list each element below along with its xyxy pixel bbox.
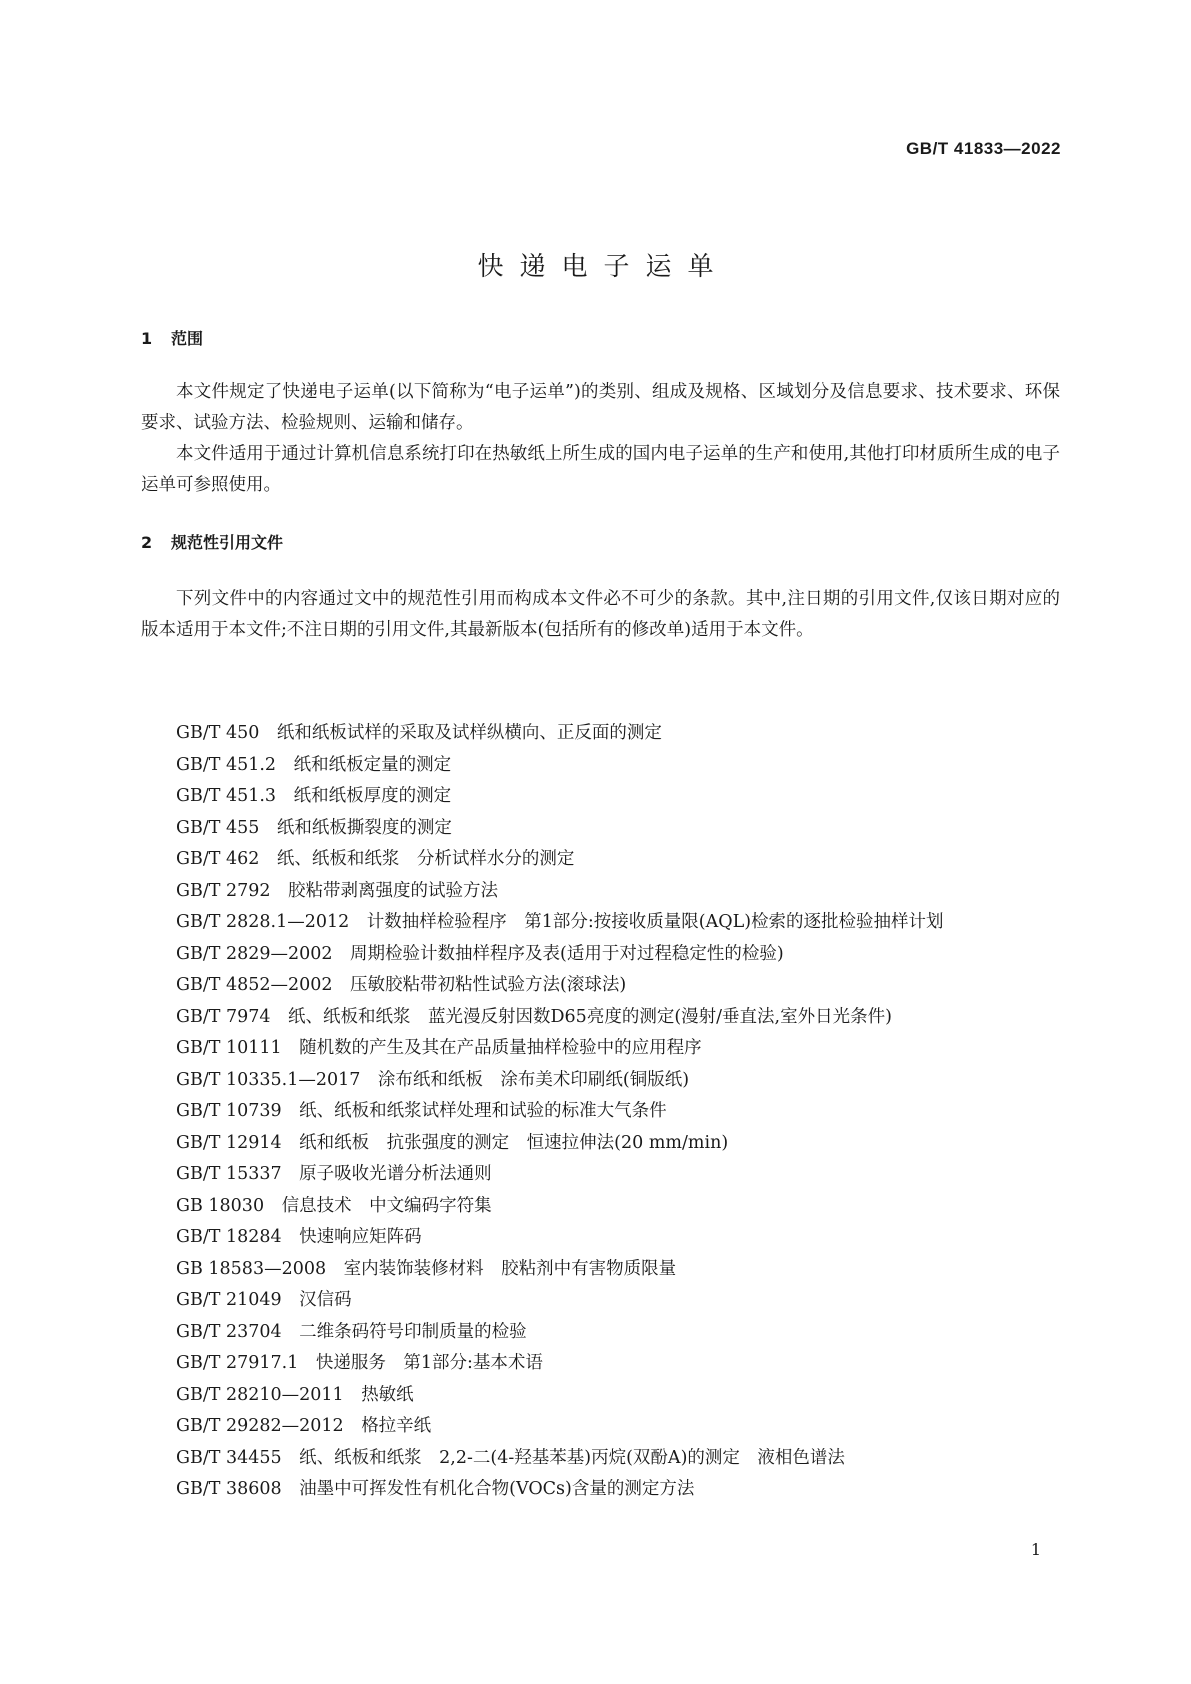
section-heading-text: 规范性引用文件 [171, 533, 284, 552]
reference-code: GB/T 450 [176, 723, 260, 743]
reference-code: GB/T 2792 [176, 880, 271, 901]
reference-code: GB/T 7974 [176, 1006, 271, 1027]
reference-item [141, 1033, 1060, 1065]
scope-paragraph: 本文件适用于通过计算机信息系统打印在热敏纸上所生成的国内电子运单的生产和使用,其他打印材质所生成的电子运单可参照使用。 [141, 444, 1060, 495]
reference-title: 室内装饰装修材料 胶粘剂中有害物质限量 [343, 1258, 677, 1279]
page-number: 1 [1030, 1540, 1041, 1559]
reference-item [141, 1065, 1060, 1097]
reference-code: GB/T 462 [176, 849, 260, 869]
reference-code: GB/T 38608 [176, 1479, 282, 1499]
reference-title: 格拉辛纸 [361, 1416, 432, 1436]
reference-title: 计数抽样检验程序 第1部分:按接收质量限(AQL)检索的逐批检验抽样计划 [366, 912, 944, 932]
section-number: 1 [141, 329, 153, 348]
reference-title: 纸、纸板和纸浆 蓝光漫反射因数D65亮度的测定(漫射/垂直法,室外日光条件) [288, 1006, 892, 1027]
reference-title: 快递服务 第1部分:基本术语 [315, 1353, 543, 1373]
reference-code: GB/T 29282—2012 [176, 1416, 344, 1436]
reference-code: GB/T 15337 [176, 1164, 282, 1184]
reference-code: GB/T 28210—2011 [176, 1384, 344, 1405]
reference-title: 信息技术 中文编码字符集 [281, 1195, 492, 1216]
reference-code: GB/T 27917.1 [176, 1353, 299, 1373]
reference-title: 热敏纸 [361, 1384, 414, 1405]
reference-item [141, 781, 1060, 813]
reference-title: 胶粘带剥离强度的试验方法 [288, 880, 499, 901]
reference-code: GB/T 10111 [176, 1038, 282, 1058]
reference-code: GB 18583—2008 [176, 1258, 327, 1279]
reference-item [141, 1254, 1060, 1286]
reference-item [141, 1096, 1060, 1128]
reference-code: GB/T 18284 [176, 1227, 282, 1247]
standard-number: GB/T 41833—2022 [906, 139, 1061, 158]
scope-paragraph: 本文件规定了快递电子运单(以下简称为“电子运单”)的类别、组成及规格、区域划分及信息要求、技术要求、环保要求、试验方法、检验规则、运输和储存。 [141, 382, 1060, 433]
reference-title: 纸和纸板 抗张强度的测定 恒速拉伸法(20 mm/min) [299, 1132, 729, 1153]
reference-item [141, 1348, 1060, 1380]
reference-title: 纸、纸板和纸浆 2,2-二(4-羟基苯基)丙烷(双酚A)的测定 液相色谱法 [299, 1447, 845, 1468]
reference-code: GB/T 23704 [176, 1321, 282, 1342]
document-title: 快递电子运单 [477, 252, 730, 282]
reference-item [141, 970, 1060, 1002]
reference-title: 涂布纸和纸板 涂布美术印刷纸(铜版纸) [377, 1069, 690, 1090]
reference-list [141, 718, 1060, 1506]
reference-title: 纸和纸板试样的采取及试样纵横向、正反面的测定 [276, 723, 662, 743]
reference-code: GB/T 2828.1—2012 [176, 912, 350, 932]
reference-code: GB/T 10335.1—2017 [176, 1069, 361, 1090]
section-heading-normative-references [141, 530, 283, 553]
reference-title: 汉信码 [299, 1290, 352, 1310]
reference-code: GB 18030 [176, 1195, 265, 1216]
reference-code: GB/T 10739 [176, 1101, 282, 1121]
reference-title: 纸、纸板和纸浆试样处理和试验的标准大气条件 [299, 1101, 667, 1121]
reference-code: GB/T 2829—2002 [176, 943, 333, 964]
reference-item [141, 1411, 1060, 1443]
reference-code: GB/T 451.3 [176, 786, 277, 806]
section-heading-scope [141, 326, 203, 349]
reference-item [141, 1443, 1060, 1475]
reference-code: GB/T 4852—2002 [176, 975, 333, 995]
section-number: 2 [141, 533, 153, 552]
reference-title: 周期检验计数抽样程序及表(适用于对过程稳定性的检验) [350, 943, 784, 964]
reference-item [141, 1285, 1060, 1317]
reference-code: GB/T 451.2 [176, 754, 277, 775]
reference-title: 快速响应矩阵码 [299, 1227, 422, 1247]
reference-title: 纸、纸板和纸浆 分析试样水分的测定 [276, 849, 575, 869]
reference-code: GB/T 21049 [176, 1290, 282, 1310]
reference-title: 压敏胶粘带初粘性试验方法(滚球法) [350, 975, 627, 995]
reference-item [141, 750, 1060, 782]
reference-title: 油墨中可挥发性有机化合物(VOCs)含量的测定方法 [299, 1479, 695, 1499]
reference-item [141, 718, 1060, 750]
reference-title: 纸和纸板厚度的测定 [293, 786, 452, 806]
reference-title: 原子吸收光谱分析法通则 [299, 1164, 492, 1184]
reference-item [141, 844, 1060, 876]
reference-item [141, 1474, 1060, 1506]
reference-item [141, 1380, 1060, 1412]
reference-title: 纸和纸板撕裂度的测定 [276, 817, 452, 838]
reference-item [141, 1002, 1060, 1034]
reference-item [141, 1317, 1060, 1349]
reference-item [141, 939, 1060, 971]
reference-code: GB/T 455 [176, 817, 260, 838]
reference-item [141, 1222, 1060, 1254]
reference-item [141, 1159, 1060, 1191]
reference-code: GB/T 12914 [176, 1132, 282, 1153]
reference-title: 纸和纸板定量的测定 [293, 754, 452, 775]
references-intro-paragraph: 下列文件中的内容通过文中的规范性引用而构成本文件必不可少的条款。其中,注日期的引用文件,仅该日期对应的版本适用于本文件;不注日期的引用文件,其最新版本(包括所有的修改单)适用于本文件。 [141, 589, 1060, 640]
reference-title: 二维条码符号印制质量的检验 [299, 1321, 527, 1342]
reference-code: GB/T 34455 [176, 1447, 282, 1468]
reference-item [141, 813, 1060, 845]
reference-title: 随机数的产生及其在产品质量抽样检验中的应用程序 [299, 1038, 702, 1058]
reference-item [141, 907, 1060, 939]
reference-item [141, 876, 1060, 908]
reference-item [141, 1128, 1060, 1160]
section-heading-text: 范围 [171, 329, 204, 348]
reference-item [141, 1191, 1060, 1223]
